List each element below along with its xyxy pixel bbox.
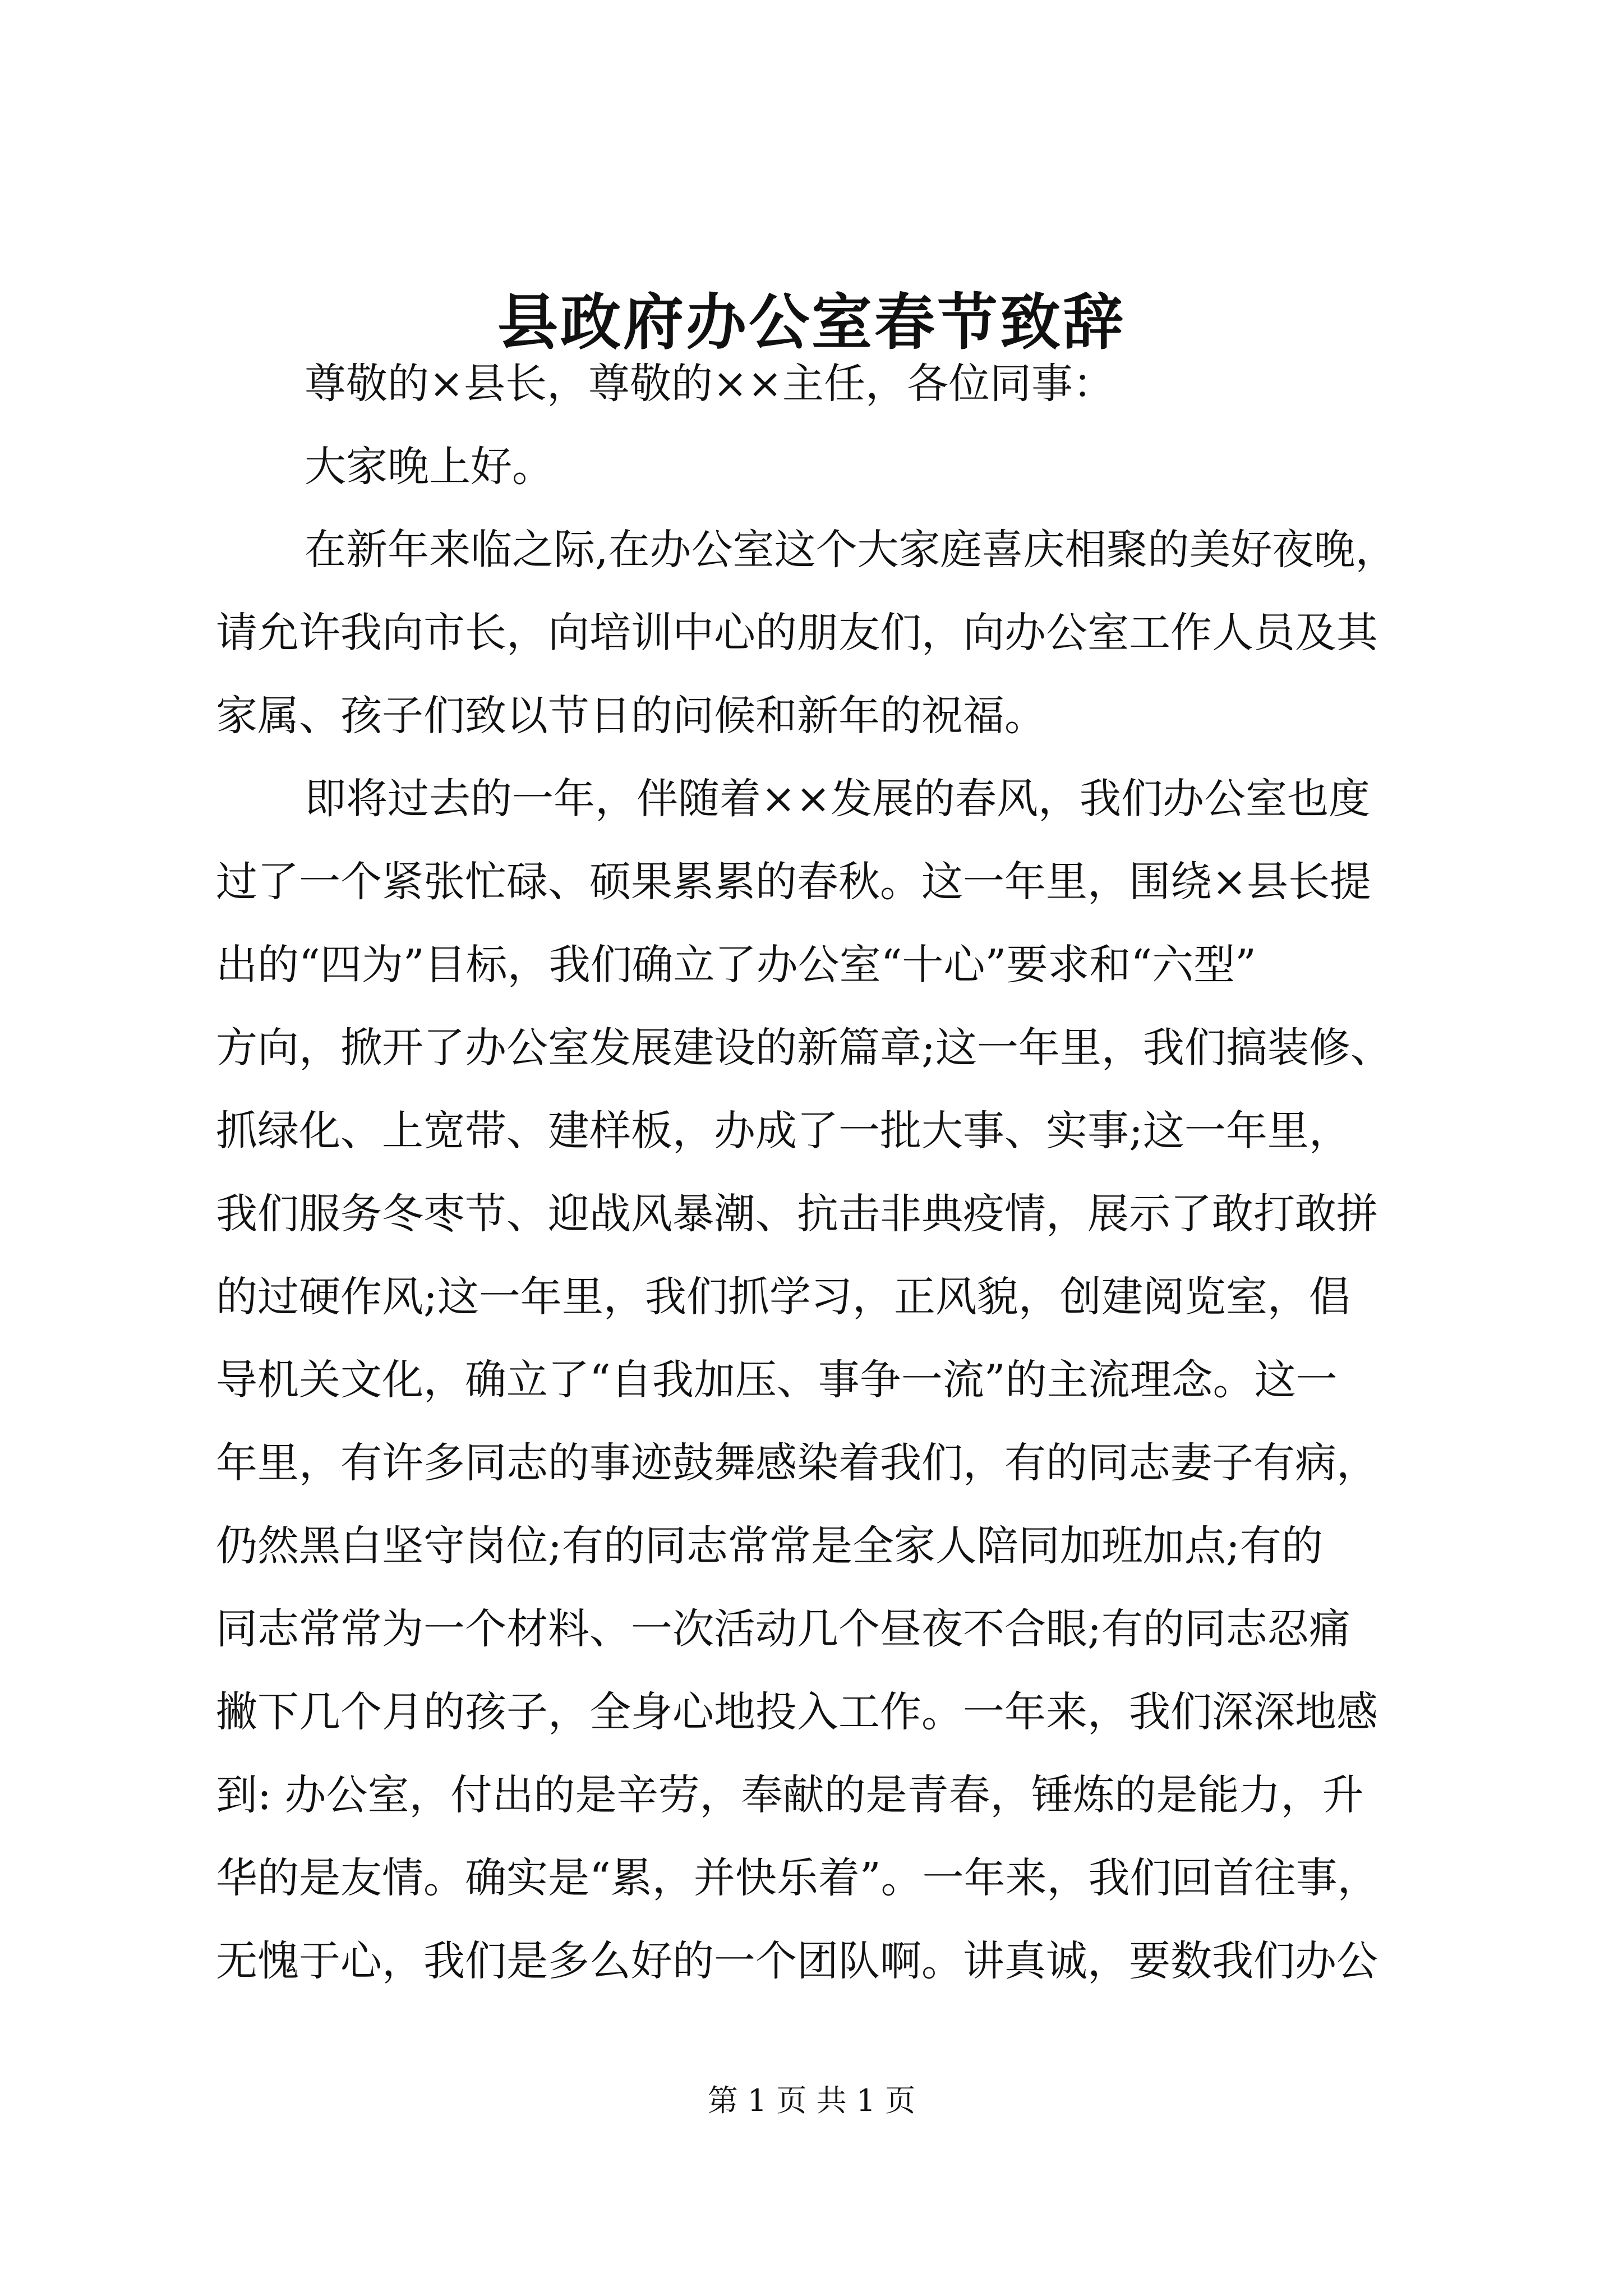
paragraph-line: 出的“四为”目标，我们确立了办公室“十心”要求和“六型” (216, 941, 1256, 989)
paragraph-line: 的过硬作风;这一年里，我们抓学习，正风貌，创建阅览室，倡 (216, 1273, 1350, 1321)
paragraph-line: 年里，有许多同志的事迹鼓舞感染着我们，有的同志妻子有病， (216, 1439, 1378, 1487)
paragraph-line: 导机关文化，确立了“自我加压、事争一流”的主流理念。这一 (216, 1356, 1338, 1404)
paragraph-line: 撇下几个月的孩子，全身心地投入工作。一年来，我们深深地感 (216, 1688, 1378, 1736)
paragraph-line: 我们服务冬枣节、迎战风暴潮、抗击非典疫情，展示了敢打敢拼 (216, 1190, 1378, 1238)
paragraph-line: 仍然黑白坚守岗位;有的同志常常是全家人陪同加班加点;有的 (216, 1522, 1323, 1570)
paragraph-line: 华的是友情。确实是“累，并快乐着”。一年来，我们回首往事， (216, 1854, 1379, 1902)
paragraph-line: 在新年来临之际,在办公室这个大家庭喜庆相聚的美好夜晚， (305, 526, 1397, 574)
paragraph-line: 请允许我向市长，向培训中心的朋友们，向办公室工作人员及其 (216, 609, 1378, 657)
salutation-line: 尊敬的×县长，尊敬的××主任，各位同事： (305, 360, 1115, 408)
greeting-line: 大家晚上好。 (305, 443, 554, 491)
paragraph-line: 家属、孩子们致以节日的问候和新年的祝福。 (216, 692, 1046, 740)
paragraph-line: 到: 办公室，付出的是辛劳，奉献的是青春，锤炼的是能力，升 (216, 1771, 1364, 1819)
paragraph-line: 过了一个紧张忙碌、硕果累累的春秋。这一年里，围绕×县长提 (216, 858, 1372, 906)
paragraph-line: 即将过去的一年，伴随着××发展的春风，我们办公室也度 (305, 775, 1371, 823)
paragraph-line: 抓绿化、上宽带、建样板，办成了一批大事、实事;这一年里， (216, 1107, 1350, 1155)
document-title: 县政府办公室春节致辞 (497, 287, 1126, 358)
paragraph-line: 方向，掀开了办公室发展建设的新篇章;这一年里，我们搞装修、 (216, 1024, 1392, 1072)
paragraph-line: 同志常常为一个材料、一次活动几个昼夜不合眼;有的同志忍痛 (216, 1605, 1350, 1653)
page-number: 第 1 页 共 1 页 (707, 2083, 916, 2118)
document-body (216, 342, 1422, 2003)
paragraph-line: 无愧于心，我们是多么好的一个团队啊。讲真诚，要数我们办公 (216, 1937, 1378, 1985)
